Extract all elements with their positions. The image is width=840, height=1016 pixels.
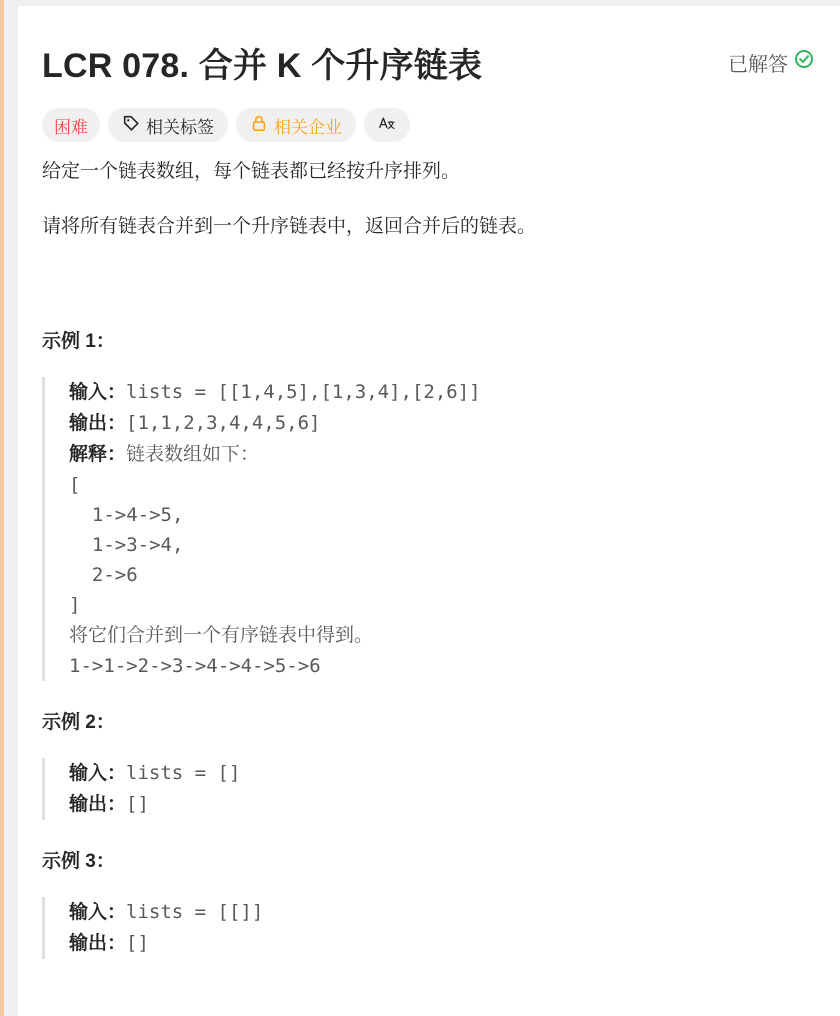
difficulty-label: 困难 <box>54 117 88 137</box>
left-accent-bar <box>0 0 4 1016</box>
output-value: [] <box>126 932 149 954</box>
difficulty-badge[interactable] <box>42 108 100 142</box>
explain-value: 链表数组如下： <box>126 444 260 465</box>
explain-code-line: [ <box>69 474 81 496</box>
example-block <box>42 758 814 820</box>
related-tags-label: 相关标签 <box>146 117 214 137</box>
problem-header <box>42 40 814 84</box>
example-output-line <box>69 789 814 820</box>
lock-icon <box>250 114 268 137</box>
description-paragraph: 给定一个链表数组，每个链表都已经按升序排列。 <box>42 161 461 182</box>
problem-title[interactable]: LCR 078. 合并 K 个升序链表 <box>42 46 483 85</box>
explain-label: 解释： <box>69 444 127 465</box>
example-input-line <box>69 758 814 789</box>
example-input-line <box>69 377 814 408</box>
example-explain-line <box>69 439 814 470</box>
solved-label: 已解答 <box>728 53 788 76</box>
check-circle-icon <box>794 49 814 75</box>
explain-tail-line <box>69 620 814 651</box>
explain-result-line: 1->1->2->3->4->4->5->6 <box>69 655 321 677</box>
translate-icon <box>378 114 396 137</box>
explain-tail: 将它们合并到一个有序链表中得到。 <box>69 625 374 646</box>
output-label: 输出： <box>69 933 127 954</box>
output-label: 输出： <box>69 794 127 815</box>
example-block <box>42 377 814 681</box>
example-output-line <box>69 928 814 959</box>
related-companies-button[interactable] <box>236 108 356 142</box>
example-title: 示例 1： <box>42 331 115 352</box>
input-value: lists = [] <box>126 762 241 784</box>
output-value: [] <box>126 793 149 815</box>
input-label: 输入： <box>69 902 127 923</box>
explain-code-line: ] <box>69 594 81 616</box>
output-value: [1,1,2,3,4,4,5,6] <box>126 412 321 434</box>
related-companies-label: 相关企业 <box>274 117 342 137</box>
solved-status <box>728 48 814 77</box>
example-input-line <box>69 897 814 928</box>
input-value: lists = [[1,4,5],[1,3,4],[2,6]] <box>126 381 481 403</box>
example-block <box>42 897 814 959</box>
tag-icon <box>122 114 140 137</box>
input-value: lists = [[]] <box>126 901 264 923</box>
problem-description <box>42 158 814 241</box>
explain-code-line: 2->6 <box>69 564 138 586</box>
translate-button[interactable] <box>364 108 410 142</box>
problem-description-panel <box>18 6 840 1016</box>
input-label: 输入： <box>69 382 127 403</box>
input-label: 输入： <box>69 763 127 784</box>
example-title: 示例 3： <box>42 851 115 872</box>
explain-code-line: 1->3->4, <box>69 534 184 556</box>
example-title: 示例 2： <box>42 712 115 733</box>
explain-code-line: 1->4->5, <box>69 504 184 526</box>
description-paragraph: 请将所有链表合并到一个升序链表中，返回合并后的链表。 <box>42 216 537 237</box>
related-tags-button[interactable] <box>108 108 228 142</box>
output-label: 输出： <box>69 413 127 434</box>
example-output-line <box>69 408 814 439</box>
tag-row <box>42 108 814 142</box>
